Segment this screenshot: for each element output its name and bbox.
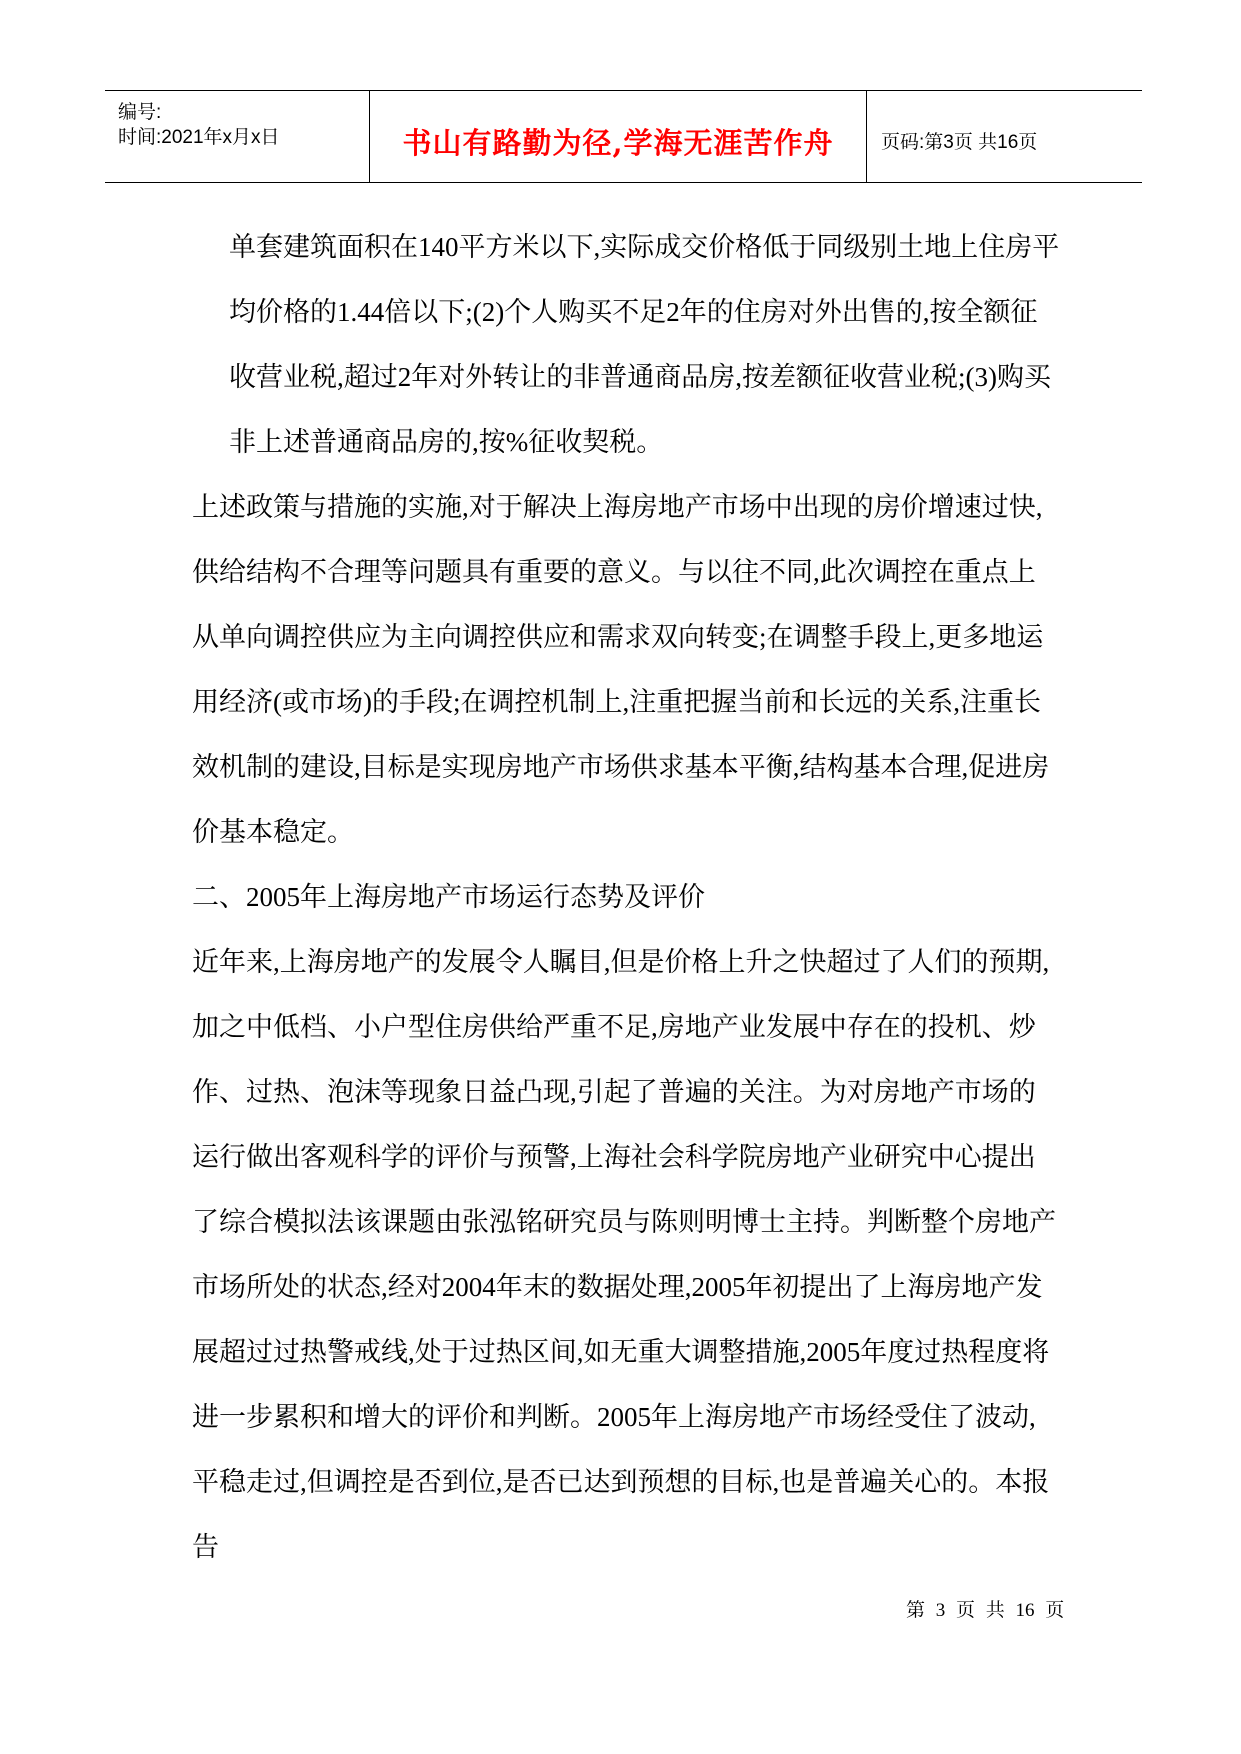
header-page-cell — [867, 91, 1142, 182]
paragraph-policy-significance: 上述政策与措施的实施,对于解决上海房地产市场中出现的房价增速过快,供给结构不合理等问题具有重要的意义。与以往不同,此次调控在重点上从单向调控供应为主向调控供应和需求双向转变;在调整手段上,更多地运用经济(或市场)的手段;在调控机制上,注重把握当前和长远的关系,注重长效机制的建设,目标是实现房地产市场供求基本平衡,结构基本合理,促进房价基本稳定。 — [192, 492, 1050, 847]
header-page-number: 页码:第3页 共16页 — [881, 132, 1038, 153]
header-motto: 书山有路勤为径,学海无涯苦作舟 — [402, 126, 834, 160]
page-footer: 第 3 页 共 16 页 — [906, 1600, 1065, 1621]
page-header — [105, 90, 1142, 183]
section-heading: 二、2005年上海房地产市场运行态势及评价 — [192, 882, 705, 912]
paragraph-tax-policy: 单套建筑面积在140平方米以下,实际成交价格低于同级别土地上住房平均价格的1.44倍以下;(2)个人购买不足2年的住房对外出售的,按全额征收营业税,超过2年对外转让的非普通商品房,按差额征收营业税;(3)购买非上述普通商品房的,按%征收契税。 — [229, 232, 1060, 457]
header-motto-cell — [370, 91, 867, 182]
paragraph-market-evaluation: 近年来,上海房地产的发展令人瞩目,但是价格上升之快超过了人们的预期,加之中低档、小户型住房供给严重不足,房地产业发展中存在的投机、炒作、过热、泡沫等现象日益凸现,引起了普遍的关注。为对房地产市场的运行做出客观科学的评价与预警,上海社会科学院房地产业研究中心提出了综合模拟法该课题由张泓铭研究员与陈则明博士主持。判断整个房地产市场所处的状态,经对2004年末的数据处理,2005年初提出了上海房地产发展超过过热警戒线,处于过热区间,如无重大调整措施,2005年度过热程度将进一步累积和增大的评价和判断。2005年上海房地产市场经受住了波动,平稳走过,但调控是否到位,是否已达到预想的目标,也是普遍关心的。本报告 — [192, 947, 1056, 1562]
document-time-label: 时间:2021年x月x日 — [118, 127, 280, 148]
document-number-label: 编号: — [118, 102, 162, 123]
header-meta-cell — [105, 91, 370, 182]
document-body — [192, 215, 1062, 1580]
